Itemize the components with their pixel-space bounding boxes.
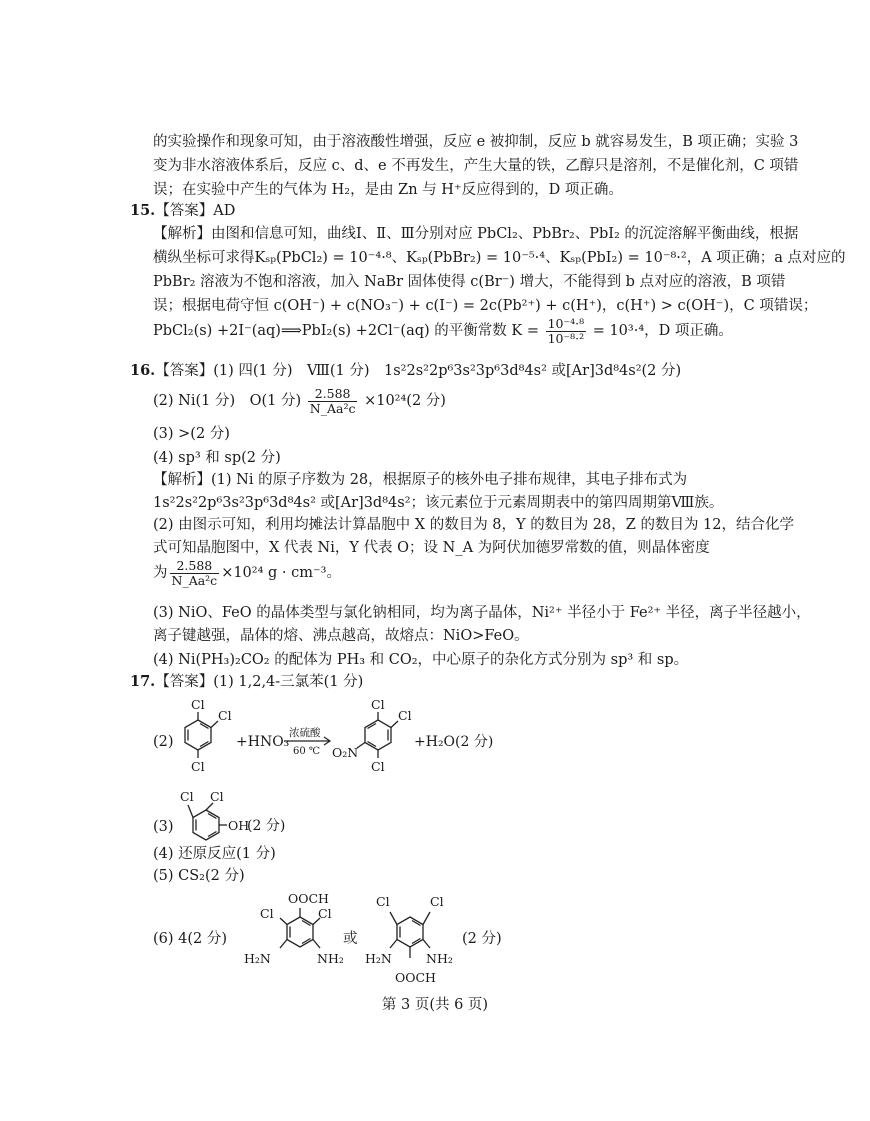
q17-a2-condition-top: 浓硫酸 [289,727,321,739]
q17-a3-label: (3) [153,819,174,835]
q16-analysis-2: 1s²2s²2p⁶3s²3p⁶3d⁸4s² 或[Ar]3d⁸4s²；该元素位于元素周期表中的第四周期第Ⅷ族。 [153,495,724,511]
amino-group: H₂N [244,951,271,966]
amino-group: NH₂ [426,951,453,966]
q16-a2-left: (2) Ni(1 分) O(1 分) [153,393,302,409]
q16-analysis-1: 【解析】(1) Ni 的原子序数为 28，根据原子的核外电子排布规律，其电子排布式为 [153,472,688,488]
formate-group: OOCH [395,970,436,985]
q16-analysis-8: (4) Ni(PH₃)₂CO₂ 的配体为 PH₃ 和 CO₂，中心原子的杂化方式分别为 sp³ 和 sp。 [153,652,689,668]
q15-number: 15. [130,202,156,219]
q17-a2-reagent: +HNO₃ [236,734,290,750]
cl-atom: Cl [191,697,205,712]
q17-isomers-scheme [150,884,520,994]
q17-a6-or: 或 [343,931,358,947]
isomer-2-structure [390,912,430,958]
q15-analysis-4: 误；根据电荷守恒 c(OH⁻) + c(NO₃⁻) + c(I⁻) = 2c(Pb²⁺) + c(H⁺)，c(H⁺) > c(OH⁻)，C 项错误； [153,298,818,314]
q14-line-2: 变为非水溶液体系后，反应 c、d、e 不再发生，产生大量的铁，乙醇只是溶剂，不是催化剂，C 项错 [153,158,799,174]
q16-a1: 【答案】(1) 四(1 分) Ⅷ(1 分) 1s²2s²2p⁶3s²3p⁶3d⁸4s² 或[Ar]3d⁸4s²(2 分) [155,363,682,379]
q17-a1: 【答案】(1) 1,2,4-三氯苯(1 分) [155,674,364,690]
q16-answer-4: (4) sp³ 和 sp(2 分) [153,450,281,466]
q16-analysis-7: 离子键越强，晶体的熔、沸点越高，故熔点：NiO>FeO。 [153,628,529,644]
q15-eq-denominator: 10⁻⁸·² [547,330,585,346]
q16-ana5-numerator: 2.588 [170,559,220,574]
q17-a6-score: (2 分) [462,931,502,947]
q16-ana5-right: ×10²⁴ g · cm⁻³。 [221,565,341,581]
cl-atom: Cl [180,789,194,804]
q15-analysis-2: 横纵坐标可求得Kₛₚ(PbCl₂) = 10⁻⁴·⁸、Kₛₚ(PbBr₂) = 10⁻⁵·⁴、Kₛₚ(PbI₂) = 10⁻⁸·²，A 项正确；a 点对应的 [153,250,846,266]
q17-a3-score: (2 分) [247,818,286,834]
q15-analysis-1: 【解析】由图和信息可知，曲线Ⅰ、Ⅱ、Ⅲ分别对应 PbCl₂、PbBr₂、PbI₂ 的沉淀溶解平衡曲线，根据 [153,226,799,242]
cl-atom: Cl [371,759,385,774]
q16-a2-numerator: 2.588 [308,387,358,402]
q16-ana5-fraction [170,559,220,588]
formate-group: OOCH [288,891,329,906]
q17-a2-product: +H₂O(2 分) [414,734,494,750]
q17-nitration-scheme [150,690,510,790]
q15-eq-left: PbCl₂(s) +2I⁻(aq)⟹PbI₂(s) +2Cl⁻(aq) 的平衡常数 K = [153,323,539,339]
q15-eq-right: = 10³·⁴，D 项正确。 [592,323,733,339]
q15-block [130,201,235,221]
q16-analysis-6: (3) NiO、FeO 的晶体类型与氯化钠相同，均为离子晶体，Ni²⁺ 半径小于 Fe²⁺ 半径，离子半径越小， [153,605,811,621]
cl-atom: Cl [210,789,224,804]
q16-ana5-denominator: N_Aa²c [171,572,218,588]
q15-answer: 【答案】AD [155,203,236,219]
hydroxyl-group: OH [228,818,250,833]
q16-answer-2 [153,386,446,416]
amino-group: H₂N [365,951,392,966]
q17-dichlorophenol-scheme [150,783,350,845]
q17-a2-condition-bottom: 60 ℃ [293,746,321,757]
q15-eq-numerator: 10⁻⁴·⁸ [547,315,585,331]
q15-eq-fraction [546,317,587,346]
amino-group: NH₂ [317,951,344,966]
dichlorophenol-structure [188,803,227,840]
q16-analysis-3: (2) 由图示可知，利用均摊法计算晶胞中 X 的数目为 8，Y 的数目为 28，Z 的数目为 12，结合化学 [153,517,795,533]
trichlorobenzene-structure [185,712,218,758]
q17-a2-label: (2) [153,734,174,750]
q17-answer-4: (4) 还原反应(1 分) [153,846,276,862]
q16-analysis-4: 式可知晶胞图中，X 代表 Ni，Y 代表 O；设 N_A 为阿伏加德罗常数的值，则晶体密度 [153,540,710,556]
nitro-group: O₂N [332,745,359,760]
q16-ana5-left: 为 [153,565,168,581]
q16-a2-fraction [308,387,358,416]
q17-number: 17. [130,673,156,690]
q14-line-3: 误；在实验中产生的气体为 H₂，是由 Zn 与 H⁺反应得到的，D 项正确。 [153,182,623,198]
q15-equilibrium [153,316,733,346]
page-footer: 第 3 页(共 6 页) [381,997,489,1013]
q17-answer-5: (5) CS₂(2 分) [153,868,245,884]
cl-atom: Cl [260,906,274,921]
q16-a2-denominator: N_Aa²c [309,400,356,416]
cl-atom: Cl [430,894,444,909]
q15-analysis-3: PbBr₂ 溶液为不饱和溶液，加入 NaBr 固体使得 c(Br⁻) 增大，不能得到 b 点对应的溶液，B 项错 [153,274,786,290]
cl-atom: Cl [191,759,205,774]
cl-atom: Cl [218,708,232,723]
cl-atom: Cl [318,906,332,921]
cl-atom: Cl [376,894,390,909]
q16-answer-3: (3) >(2 分) [153,426,230,442]
q16-a2-right: ×10²⁴(2 分) [364,393,446,409]
q14-line-1: 的实验操作和现象可知，由于溶液酸性增强，反应 e 被抑制，反应 b 就容易发生，B 项正确；实验 3 [153,134,799,150]
q17-answer-1 [130,672,363,692]
q16-number: 16. [130,362,156,379]
cl-atom: Cl [371,697,385,712]
trichloronitrobenzene-structure [357,712,398,758]
q16-analysis-5 [153,558,341,588]
isomer-1-structure [280,908,320,948]
cl-atom: Cl [398,708,412,723]
q16-answer-1 [130,361,681,381]
q17-a6-label: (6) 4(2 分) [153,931,228,947]
